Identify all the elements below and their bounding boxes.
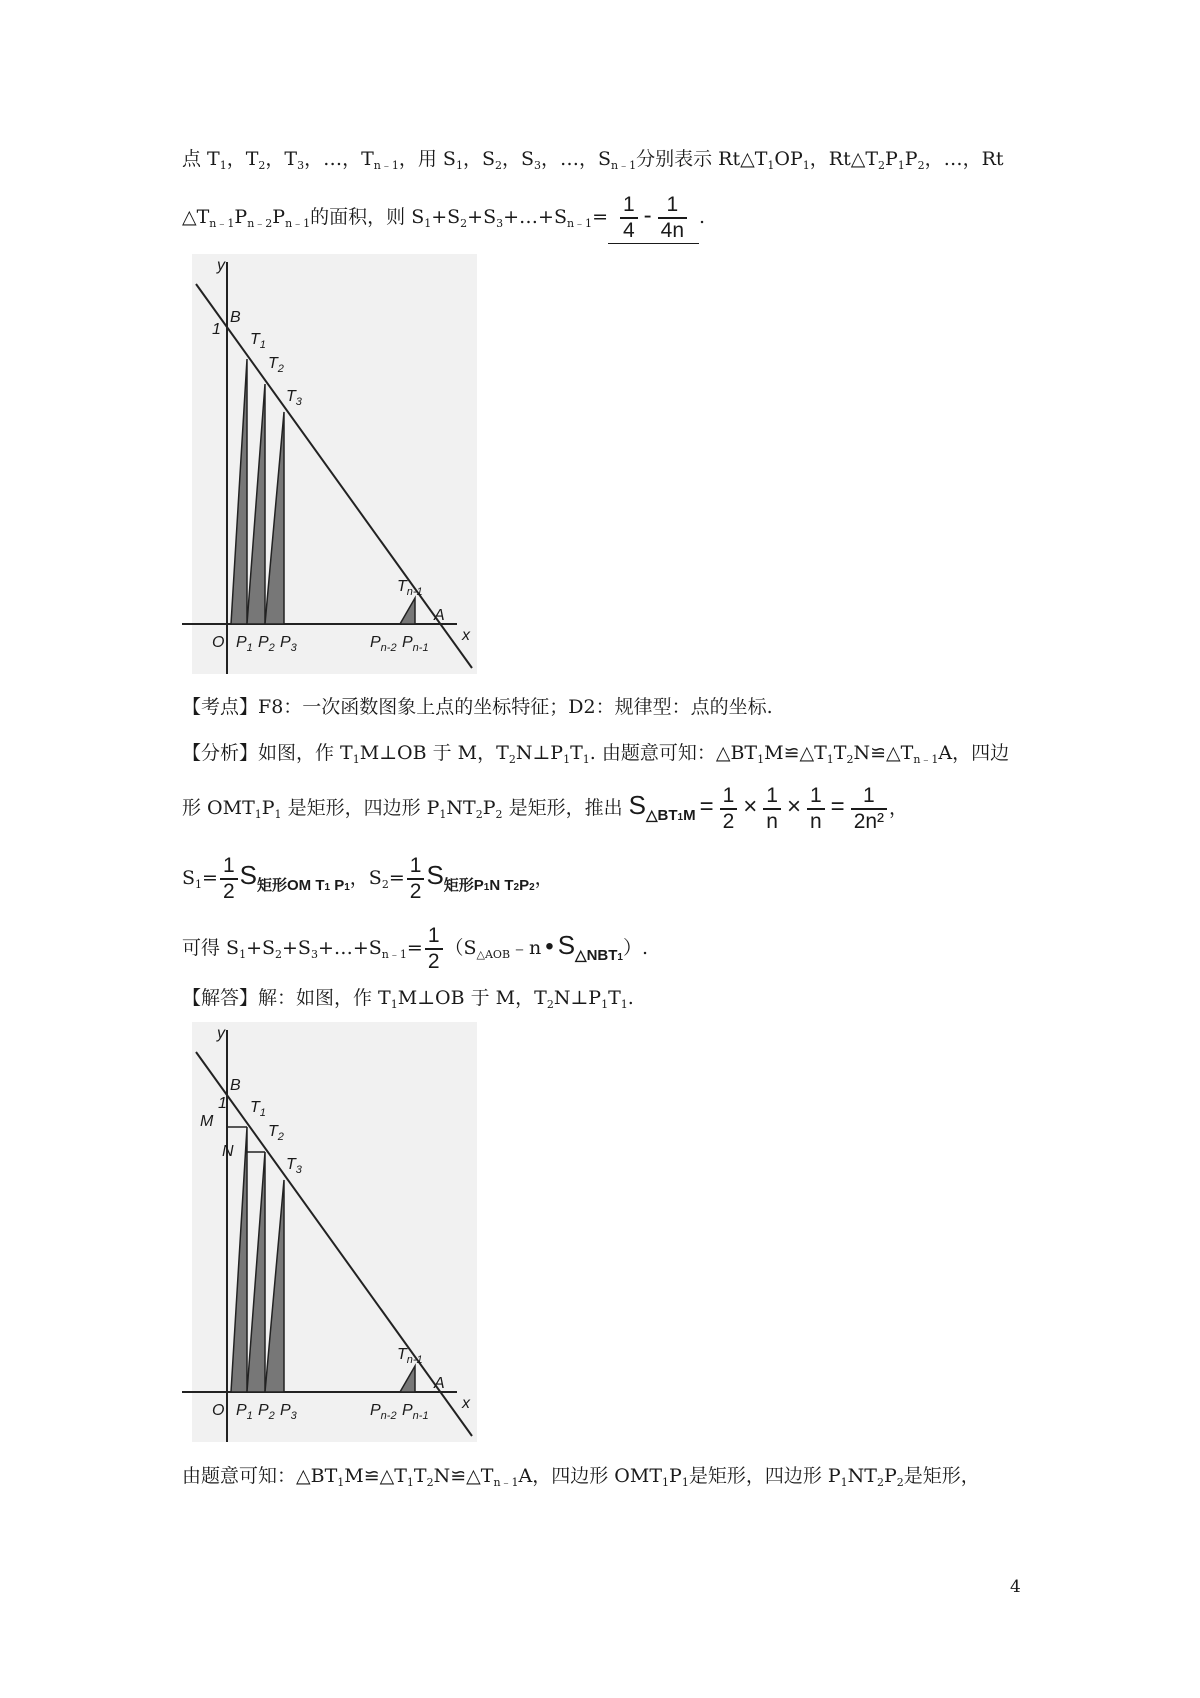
fraction-one-quarter: $\frac{1}{4}$ — [620, 193, 638, 243]
label-T2: $T_2$ — [268, 355, 284, 375]
kaodian-label: 【考点】 — [182, 696, 259, 718]
fraction-half-2: $\frac{1}{2}$ — [407, 854, 425, 904]
fenxi-line-3: $S_1=$ $\frac{1}{2}$ $S_{矩形OM T1 P1}$，$S_2=$ $\frac{1}{2}$ $S_{矩形P1N T2P2}$， — [182, 854, 554, 903]
fenxi-line-2: 形 $OMT_1P_1$ 是矩形，四边形 $P_1NT_2P_2$ 是矩形，推出 $S_{\triangle BT1M}$ = $\frac{1}{2}$ × $\frac{1}{n}$ × $\frac{1}{n}$ = $\frac{1}{\text{2n²}}$ ， — [182, 784, 909, 833]
figure-1 — [182, 254, 477, 674]
figure-2 — [182, 1022, 477, 1442]
label-one: 1 — [218, 1095, 227, 1112]
label-y: y — [217, 1025, 225, 1042]
label-Tn1: $T_{n-1}$ — [397, 1346, 423, 1366]
label-x: x — [462, 1395, 470, 1412]
label-x: x — [462, 627, 470, 644]
label-T3: $T_3$ — [286, 388, 302, 408]
fenxi-line-4: 可得 $S_1+S_2+S_3+\dots+S_{n﹣1}=$ $\frac{1}{2}$ （$S_{\triangle AOB}﹣n$ • $S_{\triangle NBT1}$）. — [182, 924, 649, 973]
fraction-1-over-n-b: $\frac{1}{n}$ — [807, 784, 825, 834]
label-B: B — [230, 309, 241, 326]
label-O: O — [212, 1402, 225, 1419]
label-B: B — [230, 1077, 241, 1094]
label-P1: $P_1$ — [236, 1402, 253, 1422]
fenxi-label: 【分析】 — [182, 742, 259, 764]
label-P2: $P_2$ — [258, 1402, 275, 1422]
label-P1: $P_1$ — [236, 634, 253, 654]
label-A: A — [434, 607, 445, 624]
kaodian-line: 【考点】F8：一次函数图象上点的坐标特征；D2：规律型：点的坐标. — [182, 696, 773, 718]
label-T3: $T_3$ — [286, 1156, 302, 1176]
label-T1: $T_1$ — [250, 1099, 266, 1119]
label-M: M — [200, 1113, 214, 1130]
label-T2: $T_2$ — [268, 1123, 284, 1143]
label-P3: $P_3$ — [280, 634, 297, 654]
fraction-1-over-2n2: $\frac{1}{\text{2n²}}$ — [851, 784, 887, 834]
fraction-half-3: $\frac{1}{2}$ — [425, 924, 443, 974]
page-number: 4 — [1010, 1577, 1021, 1597]
fraction-half: $\frac{1}{2}$ — [720, 784, 738, 834]
label-P2: $P_2$ — [258, 634, 275, 654]
label-Pn1: $P_{n-1}$ — [402, 1402, 429, 1422]
label-O: O — [212, 634, 225, 651]
label-T1: $T_1$ — [250, 331, 266, 351]
jieda-line: 【解答】解：如图，作 $T_1M\perp OB$ 于 M，$T_2N\perp P_1T_1$. — [182, 987, 634, 1011]
jieda-label: 【解答】 — [182, 987, 259, 1009]
label-Pn2: $P_{n-2}$ — [370, 1402, 397, 1422]
fraction-1-over-n-a: $\frac{1}{n}$ — [763, 784, 781, 834]
fraction-half-1: $\frac{1}{2}$ — [220, 854, 238, 904]
conclusion-line: 由题意可知：$\triangle BT_1M≌\triangle T_1T_2N≌\triangle T_{n﹣1}A$，四边形 $OMT_1P_1$是矩形，四边形 $P_1NT_2P_2$是矩形， — [182, 1465, 980, 1489]
fenxi-line-1: 【分析】如图，作 $T_1M\perp OB$ 于 M，$T_2N\perp P_1T_1$. 由题意可知：$\triangle BT_1M≌\triangle T_1T_2N≌\triangle T_{n﹣1}A$，四边 — [182, 742, 1010, 766]
label-one: 1 — [212, 321, 221, 338]
intro-line-1: 点 $T_1$，$T_2$，$T_3$，…，$T_{n﹣1}$，用 $S_1$，$S_2$，$S_3$，…，$S_{n﹣1}$分别表示 $Rt\triangle T_1OP_1$，$Rt\triangle T_2P_1P_2$，…，Rt — [182, 148, 1004, 172]
label-Tn1: $T_{n-1}$ — [397, 578, 423, 598]
answer-blank: $\frac{1}{4}$ - $\frac{1}{4n}$ — [608, 190, 699, 244]
label-A: A — [434, 1375, 445, 1392]
label-P3: $P_3$ — [280, 1402, 297, 1422]
label-Pn2: $P_{n-2}$ — [370, 634, 397, 654]
label-Pn1: $P_{n-1}$ — [402, 634, 429, 654]
label-y: y — [217, 257, 225, 274]
label-N: N — [222, 1143, 234, 1160]
intro-line-2: $\triangle T_{n﹣1}P_{n﹣2}P_{n﹣1}$的面积，则 $S_1+S_2+S_3+\dots+S_{n﹣1}=$ $\frac{1}{4}$ - $\frac{1}{4n}$ . — [182, 190, 705, 250]
fraction-one-over-4n: $\frac{1}{4n}$ — [658, 193, 687, 243]
